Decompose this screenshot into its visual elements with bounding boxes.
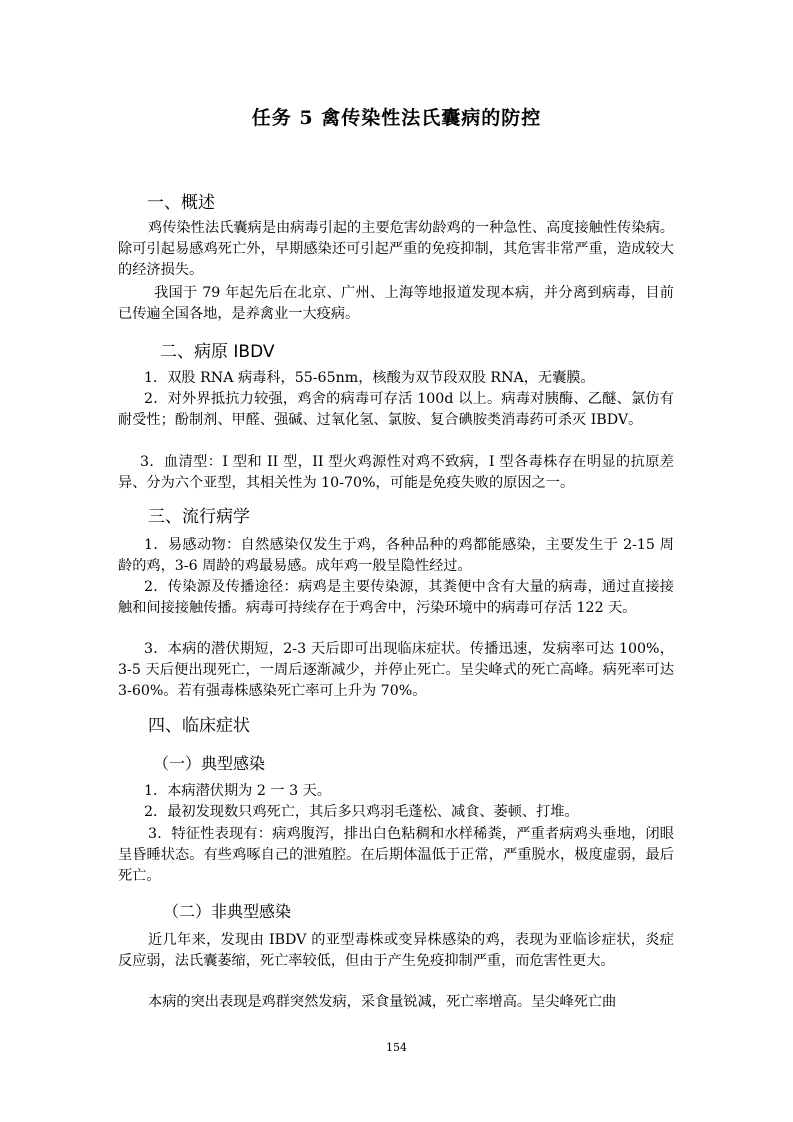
paragraph: 3．本病的潜伏期短，2-3 天后即可出现临床症状。传播迅速，发病率可达 100%，3-5 天后便出现死亡，一周后逐渐减少，并停止死亡。呈尖峰式的死亡高峰。病死率可达 3-60%。若有强毒株感染死亡率可上升为 70%。 bbox=[118, 641, 674, 699]
paragraph: 1．双股 RNA 病毒科，55-65nm，核酸为双节段双股 RNA，无囊膜。 bbox=[144, 370, 595, 386]
subsection-heading-typical: （一）典型感染 bbox=[153, 754, 266, 773]
paragraph: 我国于 79 年起先后在北京、广州、上海等地报道发现本病，并分离到病毒，目前已传遍全国各地，是养禽业一大疫病。 bbox=[118, 285, 674, 322]
paragraph: 2．最初发现数只鸡死亡，其后多只鸡羽毛蓬松、减食、萎顿、打堆。 bbox=[144, 804, 579, 820]
subsection-heading-atypical: （二）非典型感染 bbox=[163, 902, 292, 921]
section-heading-overview: 一、概述 bbox=[147, 193, 215, 213]
paragraph: 2．对外界抵抗力较强，鸡舍的病毒可存活 100d 以上。病毒对胰酶、乙醚、氯仿有耐受性；酚制剂、甲醛、强碱、过氧化氢、氯胺、复合碘胺类消毒药可杀灭 IBDV。 bbox=[118, 391, 674, 428]
paragraph: 鸡传染性法氏囊病是由病毒引起的主要危害幼龄鸡的一种急性、高度接触性传染病。除可引起易感鸡死亡外，早期感染还可引起严重的免疫抑制，其危害非常严重，造成较大的经济损失。 bbox=[118, 220, 674, 278]
paragraph: 3．血清型：I 型和 II 型，II 型火鸡源性对鸡不致病，I 型各毒株存在明显的抗原差异、分为六个亚型，其相关性为 10-70%，可能是免疫失败的原因之一。 bbox=[118, 454, 674, 491]
paragraph: 3．特征性表现有：病鸡腹泻，排出白色粘稠和水样稀粪，严重者病鸡头垂地，闭眼呈昏睡状态。有些鸡啄自己的泄殖腔。在后期体温低于正常，严重脱水，极度虚弱，最后死亡。 bbox=[118, 826, 674, 884]
paragraph: 1．易感动物：自然感染仅发生于鸡，各种品种的鸡都能感染，主要发生于 2-15 周龄的鸡，3-6 周龄的鸡最易感。成年鸡一般呈隐性经过。 bbox=[118, 537, 674, 574]
paragraph: 2．传染源及传播途径：病鸡是主要传染源，其粪便中含有大量的病毒，通过直接接触和间接接触传播。病毒可持续存在于鸡舍中，污染环境中的病毒可存活 122 天。 bbox=[118, 579, 674, 616]
section-heading-symptoms: 四、临床症状 bbox=[148, 716, 250, 736]
page-title: 任务 5 禽传染性法氏囊病的防控 bbox=[251, 107, 542, 129]
paragraph: 1．本病潜伏期为 2 一 3 天。 bbox=[144, 783, 331, 799]
paragraph: 近几年来，发现由 IBDV 的亚型毒株或变异株感染的鸡，表现为亚临诊症状，炎症反应弱，法氏囊萎缩，死亡率较低，但由于产生免疫抑制严重，而危害性更大。 bbox=[118, 932, 674, 969]
paragraph: 本病的突出表现是鸡群突然发病，采食量锐减，死亡率增高。呈尖峰死亡曲 bbox=[148, 994, 617, 1010]
section-heading-pathogen: 二、病原 IBDV bbox=[160, 342, 275, 362]
section-heading-epidemiology: 三、流行病学 bbox=[148, 507, 250, 527]
page-number: 154 bbox=[386, 1041, 407, 1054]
